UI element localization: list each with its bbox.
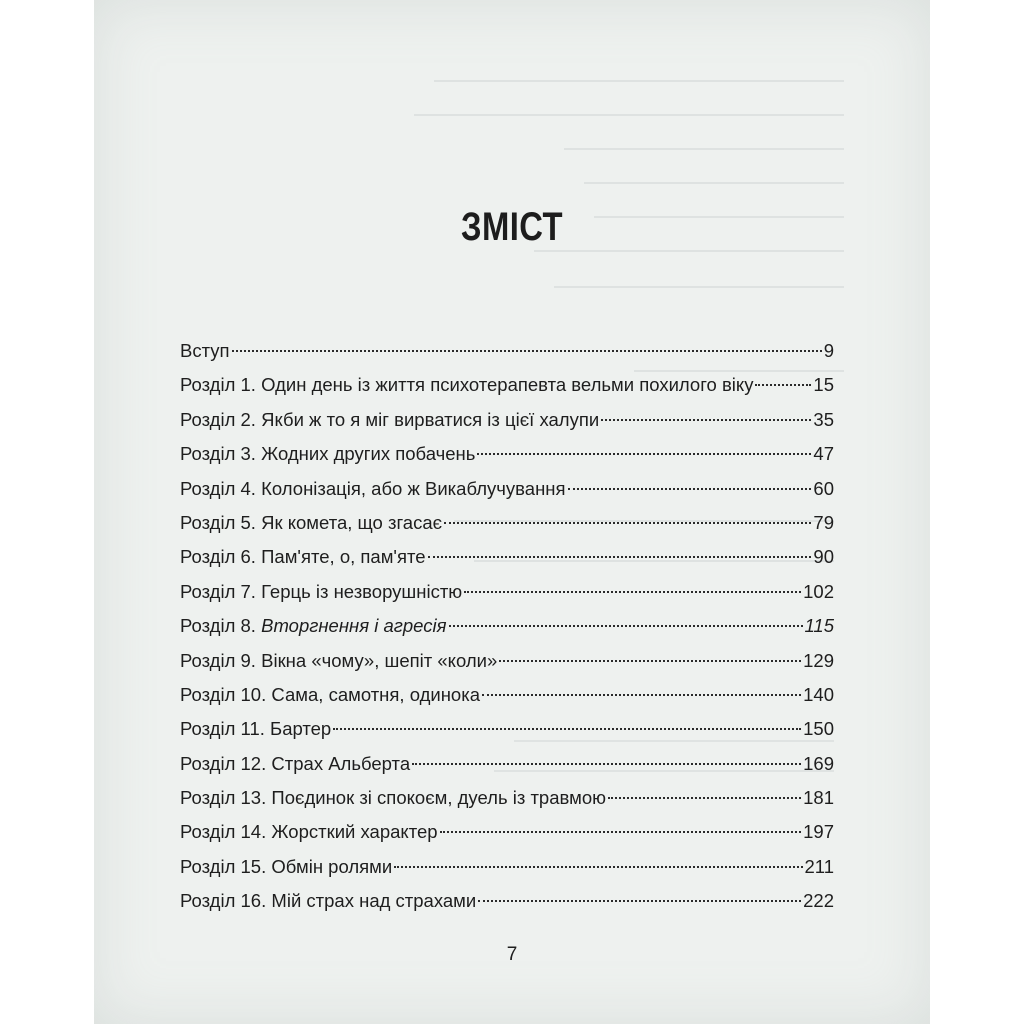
toc-entry bbox=[180, 609, 834, 643]
page-number: 7 bbox=[506, 944, 518, 965]
toc-entry-title: Пам'яте, о, пам'яте bbox=[261, 546, 426, 568]
toc-entry-page: 169 bbox=[803, 752, 834, 774]
toc-entry-label: Розділ 4. bbox=[180, 477, 256, 499]
toc-entry-title: Один день із життя психотерапевта вельми похилого віку bbox=[261, 374, 754, 396]
toc-entry-label: Розділ 16. bbox=[180, 890, 267, 912]
toc-entry bbox=[180, 678, 834, 712]
table-of-contents bbox=[180, 334, 834, 919]
toc-entry bbox=[180, 850, 834, 884]
toc-entry-title: Страх Альберта bbox=[271, 752, 411, 774]
toc-entry-page: 222 bbox=[803, 890, 834, 912]
toc-entry-page: 79 bbox=[813, 511, 834, 533]
dot-leader bbox=[444, 522, 811, 524]
toc-entry-title: Мій страх над страхами bbox=[271, 890, 477, 912]
dot-leader bbox=[601, 419, 811, 421]
toc-entry-label: Розділ 3. bbox=[180, 443, 256, 465]
toc-entry bbox=[180, 815, 834, 849]
dot-leader bbox=[482, 694, 801, 696]
toc-entry-title: Якби ж то я міг вирватися із цієї халупи bbox=[261, 408, 600, 430]
book-page bbox=[94, 0, 930, 1024]
page-title: ЗМІСТ bbox=[461, 204, 563, 249]
toc-entry bbox=[180, 368, 834, 402]
toc-entry-title: Як комета, що згасає bbox=[261, 511, 443, 533]
toc-entry-label: Розділ 13. bbox=[180, 787, 267, 809]
toc-entry-title: Вторгнення і агресія bbox=[261, 615, 447, 637]
toc-entry bbox=[180, 437, 834, 471]
toc-entry-label: Розділ 8. bbox=[180, 615, 256, 637]
dot-leader bbox=[428, 556, 812, 558]
toc-entry-page: 15 bbox=[813, 374, 834, 396]
toc-entry bbox=[180, 472, 834, 506]
toc-entry-label: Розділ 9. bbox=[180, 649, 256, 671]
toc-entry-title: Обмін ролями bbox=[271, 855, 393, 877]
toc-entry bbox=[180, 884, 834, 918]
toc-entry-title: Вікна «чому», шепіт «коли» bbox=[261, 649, 498, 671]
toc-entry-page: 47 bbox=[813, 443, 834, 465]
toc-entry-label: Розділ 14. bbox=[180, 821, 267, 843]
toc-entry-page: 102 bbox=[803, 580, 834, 602]
toc-entry-title: Сама, самотня, одинока bbox=[271, 683, 480, 705]
dot-leader bbox=[608, 797, 801, 799]
toc-entry-label: Розділ 12. bbox=[180, 752, 267, 774]
toc-entry-label: Розділ 5. bbox=[180, 511, 256, 533]
dot-leader bbox=[449, 625, 803, 627]
dot-leader bbox=[499, 660, 801, 662]
toc-entry-label: Розділ 7. bbox=[180, 580, 256, 602]
toc-entry bbox=[180, 540, 834, 574]
dot-leader bbox=[755, 384, 811, 386]
toc-entry-label: Розділ 10. bbox=[180, 683, 267, 705]
toc-entry-title: Бартер bbox=[270, 718, 332, 740]
toc-entry-title: Поєдинок зі спокоєм, дуель із травмою bbox=[271, 787, 607, 809]
toc-entry-title: Колонізація, або ж Викаблучування bbox=[261, 477, 566, 499]
toc-entry-page: 211 bbox=[804, 855, 834, 877]
toc-entry-label: Розділ 2. bbox=[180, 408, 256, 430]
toc-entry-label: Розділ 15. bbox=[180, 855, 267, 877]
dot-leader bbox=[333, 728, 801, 730]
dot-leader bbox=[394, 866, 802, 868]
toc-entry-page: 150 bbox=[803, 718, 834, 740]
dot-leader bbox=[477, 453, 811, 455]
toc-entry bbox=[180, 506, 834, 540]
toc-entry-label: Розділ 6. bbox=[180, 546, 256, 568]
toc-entry-page: 115 bbox=[804, 615, 834, 637]
toc-entry bbox=[180, 575, 834, 609]
dot-leader bbox=[440, 831, 802, 833]
toc-entry-title: Герць із незворушністю bbox=[261, 580, 463, 602]
toc-entry-label: Вступ bbox=[180, 340, 230, 361]
toc-entry-label: Розділ 11. bbox=[180, 718, 265, 740]
toc-entry-page: 140 bbox=[803, 683, 834, 705]
dot-leader bbox=[568, 488, 812, 490]
toc-entry bbox=[180, 781, 834, 815]
toc-entry-page: 197 bbox=[803, 821, 834, 843]
toc-entry-page: 129 bbox=[803, 649, 834, 671]
toc-entry bbox=[180, 644, 834, 678]
toc-entry-page: 9 bbox=[823, 340, 834, 361]
toc-entry-title: Жодних других побачень bbox=[261, 443, 476, 465]
toc-entry-page: 60 bbox=[813, 477, 834, 499]
dot-leader bbox=[232, 350, 822, 352]
toc-entry-page: 90 bbox=[813, 546, 834, 568]
toc-entry bbox=[180, 712, 834, 746]
dot-leader bbox=[478, 900, 801, 902]
dot-leader bbox=[412, 763, 801, 765]
toc-entry-page: 181 bbox=[803, 787, 834, 809]
toc-entry-label: Розділ 1. bbox=[180, 374, 256, 396]
toc-entry bbox=[180, 334, 834, 368]
toc-entry bbox=[180, 747, 834, 781]
toc-entry-title: Жорсткий характер bbox=[271, 821, 438, 843]
toc-entry-page: 35 bbox=[813, 408, 834, 430]
dot-leader bbox=[464, 591, 801, 593]
toc-entry bbox=[180, 403, 834, 437]
